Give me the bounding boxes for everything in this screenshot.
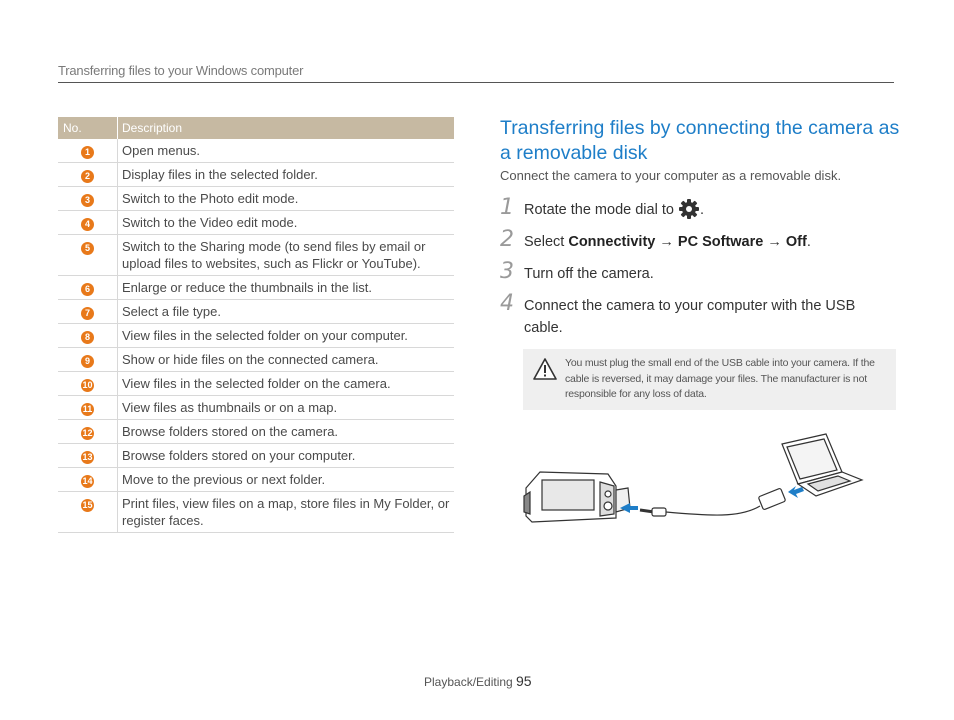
column-header-description: Description bbox=[118, 117, 455, 139]
section-intro: Connect the camera to your computer as a removable disk. bbox=[500, 168, 842, 183]
page-number: 95 bbox=[516, 673, 532, 689]
footer-section-label: Playback/Editing bbox=[424, 675, 513, 689]
table-row bbox=[58, 468, 454, 492]
table-row bbox=[58, 300, 454, 324]
step-text bbox=[524, 231, 876, 253]
running-header: Transferring files to your Windows computer bbox=[58, 63, 304, 78]
camera-icon bbox=[524, 472, 630, 522]
number-badge: 4 bbox=[81, 218, 94, 231]
caution-box bbox=[523, 349, 896, 410]
step-text bbox=[524, 199, 876, 221]
table-row bbox=[58, 348, 454, 372]
row-description: Switch to the Video edit mode. bbox=[118, 211, 455, 235]
table-row bbox=[58, 276, 454, 300]
table-row bbox=[58, 396, 454, 420]
row-number-cell bbox=[58, 211, 118, 235]
row-number-cell bbox=[58, 396, 118, 420]
caution-text: You must plug the small end of the USB cable into your camera. If the cable is reversed, it may damage your files. The manufacturer is not responsible for any loss of data. bbox=[565, 357, 875, 400]
camera-usb-laptop-illustration bbox=[520, 430, 900, 540]
number-badge: 12 bbox=[82, 428, 93, 438]
number-badge: 15 bbox=[82, 500, 93, 510]
table-row bbox=[58, 163, 454, 187]
row-description: Enlarge or reduce the thumbnails in the list. bbox=[118, 276, 455, 300]
row-description: View files in the selected folder on your computer. bbox=[118, 324, 455, 348]
row-number-cell bbox=[58, 468, 118, 492]
row-number-cell bbox=[58, 300, 118, 324]
step-number: 1 bbox=[500, 195, 514, 220]
row-description: View files as thumbnails or on a map. bbox=[118, 396, 455, 420]
row-number-cell bbox=[58, 276, 118, 300]
step-3-text: Turn off the camera. bbox=[524, 266, 654, 282]
table-row bbox=[58, 492, 454, 533]
table-row bbox=[58, 235, 454, 276]
step-1-end: . bbox=[699, 202, 704, 218]
warning-triangle-icon bbox=[533, 358, 557, 380]
table-row bbox=[58, 139, 454, 163]
row-description: View files in the selected folder on the camera. bbox=[118, 372, 455, 396]
number-badge: 14 bbox=[82, 476, 93, 486]
table-row bbox=[58, 324, 454, 348]
table-row bbox=[58, 211, 454, 235]
row-number-cell bbox=[58, 492, 118, 533]
arrow-icon: → bbox=[659, 234, 674, 250]
table-row bbox=[58, 444, 454, 468]
number-badge: 3 bbox=[81, 194, 94, 207]
table-body bbox=[58, 139, 454, 533]
step-4-text: Connect the camera to your computer with the USB cable. bbox=[524, 298, 856, 336]
number-badge: 5 bbox=[81, 242, 94, 255]
row-description: Move to the previous or next folder. bbox=[118, 468, 455, 492]
number-badge: 7 bbox=[81, 307, 94, 320]
number-badge: 6 bbox=[81, 283, 94, 296]
number-badge: 8 bbox=[81, 331, 94, 344]
row-number-cell bbox=[58, 163, 118, 187]
row-number-cell bbox=[58, 187, 118, 211]
settings-gear-icon bbox=[678, 198, 700, 220]
table-header-row bbox=[58, 117, 454, 139]
number-badge: 11 bbox=[82, 404, 93, 414]
row-description: Select a file type. bbox=[118, 300, 455, 324]
menu-off: Off bbox=[785, 234, 807, 250]
row-number-cell bbox=[58, 348, 118, 372]
step-2-end: . bbox=[806, 234, 811, 250]
step-number: 3 bbox=[500, 259, 514, 284]
step-1-text: Rotate the mode dial to bbox=[524, 202, 674, 218]
step-number: 4 bbox=[500, 291, 514, 316]
row-description: Browse folders stored on the camera. bbox=[118, 420, 455, 444]
table-row bbox=[58, 372, 454, 396]
laptop-icon bbox=[782, 434, 862, 496]
row-number-cell bbox=[58, 235, 118, 276]
row-description: Show or hide files on the connected camera. bbox=[118, 348, 455, 372]
menu-connectivity: Connectivity bbox=[568, 234, 656, 250]
header-rule bbox=[58, 82, 894, 83]
number-badge: 9 bbox=[81, 355, 94, 368]
row-number-cell bbox=[58, 372, 118, 396]
row-number-cell bbox=[58, 420, 118, 444]
step-number: 2 bbox=[500, 227, 514, 252]
column-header-no: No. bbox=[58, 117, 118, 139]
arrow-icon: → bbox=[767, 234, 782, 250]
legend-table bbox=[58, 117, 454, 533]
row-number-cell bbox=[58, 444, 118, 468]
row-description: Print files, view files on a map, store files in My Folder, or register faces. bbox=[118, 492, 455, 533]
section-title: Transferring files by connecting the camera as a removable disk bbox=[500, 117, 900, 164]
number-badge: 1 bbox=[81, 146, 94, 159]
row-description: Switch to the Photo edit mode. bbox=[118, 187, 455, 211]
row-number-cell bbox=[58, 324, 118, 348]
row-description: Open menus. bbox=[118, 139, 455, 163]
menu-pc-software: PC Software bbox=[677, 234, 764, 250]
number-badge: 13 bbox=[82, 452, 93, 462]
row-description: Browse folders stored on your computer. bbox=[118, 444, 455, 468]
number-badge: 10 bbox=[82, 380, 93, 390]
table-row bbox=[58, 187, 454, 211]
row-description: Display files in the selected folder. bbox=[118, 163, 455, 187]
number-badge: 2 bbox=[81, 170, 94, 183]
step-2-pre: Select bbox=[524, 234, 565, 250]
row-number-cell bbox=[58, 139, 118, 163]
table-row bbox=[58, 420, 454, 444]
row-description: Switch to the Sharing mode (to send files by email or upload files to websites, such as Flickr or YouTube). bbox=[118, 235, 455, 276]
